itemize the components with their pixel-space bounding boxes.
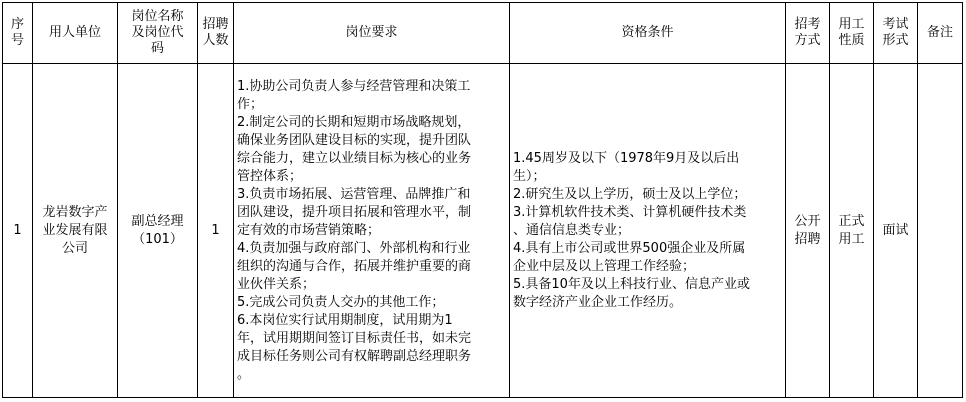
header-row xyxy=(3,3,963,64)
header-employment: 用工 性质 xyxy=(830,3,874,64)
header-headcount: 招聘 人数 xyxy=(198,3,234,64)
header-position: 岗位名称 及岗位代 码 xyxy=(118,3,198,64)
cell-seq: 1 xyxy=(3,64,33,398)
cell-headcount: 1 xyxy=(198,64,234,398)
cell-qualifications: 1.45周岁及以下（1978年9月及以后出 生）； 2.研究生及以上学历，硕士及以上学位； 3.计算机软件技术类、计算机硬件技术类 、通信信息类专业； 4.具有上市公司或世界500强企业及所属 企业中层及以上管理工作经验； 5.具备10年及以上科技行业、信息产业或 数字经济产业企业工作经历。 xyxy=(510,64,786,398)
header-exam: 考试 形式 xyxy=(874,3,918,64)
cell-unit: 龙岩数字产 业发展有限 公司 xyxy=(33,64,118,398)
header-qualifications: 资格条件 xyxy=(510,3,786,64)
cell-method: 公开 招聘 xyxy=(786,64,830,398)
cell-position: 副总经理 （101） xyxy=(118,64,198,398)
header-method: 招考 方式 xyxy=(786,3,830,64)
cell-exam: 面试 xyxy=(874,64,918,398)
header-duties: 岗位要求 xyxy=(234,3,510,64)
cell-employment: 正式 用工 xyxy=(830,64,874,398)
cell-duties: 1.协助公司负责人参与经营管理和决策工 作； 2.制定公司的长期和短期市场战略规划， 确保业务团队建设目标的实现，提升团队 综合能力，建立以业绩目标为核心的业务 管控体系； 3.负责市场拓展、运营管理、品牌推广和 团队建设，提升项目拓展和管理水平，制 定有效的市场营销策略； 4.负责加强与政府部门、外部机构和行业 组织的沟通与合作，拓展并维护重要的商 业伙伴关系； 5.完成公司负责人交办的其他工作； 6.本岗位实行试用期制度，试用期为1 年，试用期期间签订目标责任书，如未完 成目标任务则公司有权解聘副总经理职务 。 xyxy=(234,64,510,398)
header-unit: 用人单位 xyxy=(33,3,118,64)
header-seq: 序 号 xyxy=(3,3,33,64)
header-remarks: 备注 xyxy=(918,3,963,64)
recruitment-table xyxy=(2,2,963,398)
cell-remarks xyxy=(918,64,963,398)
table-row xyxy=(3,64,963,398)
